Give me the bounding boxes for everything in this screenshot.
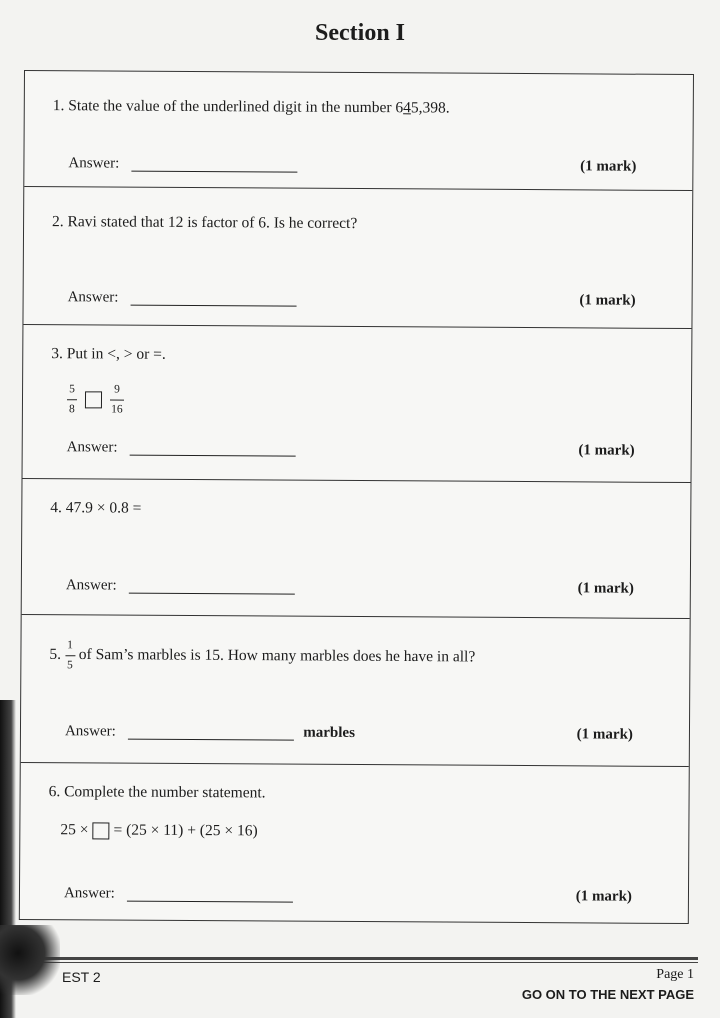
question-2-text bbox=[52, 213, 357, 233]
question-number: 4. bbox=[50, 499, 63, 517]
answer-row-2 bbox=[68, 289, 692, 310]
underlined-digit: 4 bbox=[403, 99, 411, 117]
question-1-text-before: State the value of the underlined digit in the number 6 bbox=[68, 97, 404, 117]
answer-line-2[interactable] bbox=[130, 293, 296, 307]
mark-label: (1 mark) bbox=[577, 580, 634, 597]
answer-row-3 bbox=[67, 439, 691, 460]
question-5-text bbox=[49, 639, 475, 674]
comparison-box[interactable] bbox=[85, 391, 102, 408]
mark-label: (1 mark) bbox=[579, 292, 636, 309]
question-2-body: Ravi stated that 12 is factor of 6. Is he correct? bbox=[67, 213, 358, 232]
answer-row-5 bbox=[65, 723, 689, 744]
footer-rule-thin bbox=[18, 962, 698, 963]
question-1-text-after: 5,398. bbox=[410, 99, 450, 117]
answer-label: Answer: bbox=[65, 577, 117, 594]
question-6 bbox=[20, 763, 689, 925]
footer-right bbox=[522, 967, 694, 1002]
answer-label: Answer: bbox=[66, 439, 118, 456]
mark-label: (1 mark) bbox=[580, 158, 637, 175]
answer-unit: marbles bbox=[303, 724, 356, 741]
answer-line-3[interactable] bbox=[129, 443, 295, 457]
footer-test-label: EST 2 bbox=[62, 969, 101, 985]
fraction-left: $\frac{5}{8}$ bbox=[67, 383, 77, 415]
answer-row-6 bbox=[64, 885, 688, 906]
question-6-body: Complete the number statement. bbox=[64, 783, 266, 802]
question-number: 6. bbox=[48, 783, 61, 801]
question-4-text bbox=[50, 499, 141, 518]
answer-label: Answer: bbox=[64, 723, 116, 740]
question-5-body: of Sam’s marbles is 15. How many marbles does he have in all? bbox=[78, 646, 476, 666]
answer-label: Answer: bbox=[63, 885, 115, 902]
fraction-comparison bbox=[67, 383, 124, 416]
questions-frame bbox=[19, 70, 694, 924]
section-title: Section I bbox=[315, 20, 405, 46]
question-number: 3. bbox=[51, 345, 63, 363]
question-3 bbox=[23, 325, 692, 483]
answer-line-5[interactable] bbox=[127, 727, 293, 741]
page-number: Page 1 bbox=[656, 967, 694, 982]
question-2 bbox=[23, 187, 692, 329]
fraction-right: $\frac{9}{16}$ bbox=[111, 383, 123, 416]
expr-left: 25 × bbox=[60, 821, 89, 839]
answer-line-1[interactable] bbox=[131, 159, 297, 173]
fraction-one-fifth: $\frac{1}{5}$ bbox=[65, 639, 75, 671]
missing-number-box[interactable] bbox=[92, 822, 109, 839]
question-number: 5. bbox=[49, 645, 62, 663]
question-number: 2. bbox=[52, 213, 64, 231]
question-1-text bbox=[53, 97, 450, 117]
answer-row-4 bbox=[66, 577, 690, 598]
mark-label: (1 mark) bbox=[575, 888, 633, 905]
answer-row-1 bbox=[68, 155, 692, 176]
number-statement bbox=[60, 821, 257, 840]
question-number: 1. bbox=[52, 97, 65, 115]
question-3-text bbox=[51, 345, 166, 364]
answer-label: Answer: bbox=[67, 289, 119, 306]
answer-line-4[interactable] bbox=[128, 581, 294, 595]
next-page-notice: GO ON TO THE NEXT PAGE bbox=[521, 987, 694, 1002]
footer-rule-thick bbox=[18, 957, 698, 960]
question-1 bbox=[24, 71, 693, 191]
thumb-shadow bbox=[0, 925, 60, 995]
expr-right: = (25 × 11) + (25 × 16) bbox=[113, 821, 258, 840]
question-6-text bbox=[49, 783, 266, 802]
mark-label: (1 mark) bbox=[576, 726, 634, 743]
question-5 bbox=[21, 615, 690, 767]
answer-line-6[interactable] bbox=[127, 889, 293, 903]
question-4 bbox=[22, 479, 691, 619]
answer-label: Answer: bbox=[68, 155, 120, 172]
mark-label: (1 mark) bbox=[578, 442, 635, 459]
question-3-body: Put in <, > or =. bbox=[66, 345, 166, 363]
question-4-body: 47.9 × 0.8 = bbox=[65, 499, 142, 517]
